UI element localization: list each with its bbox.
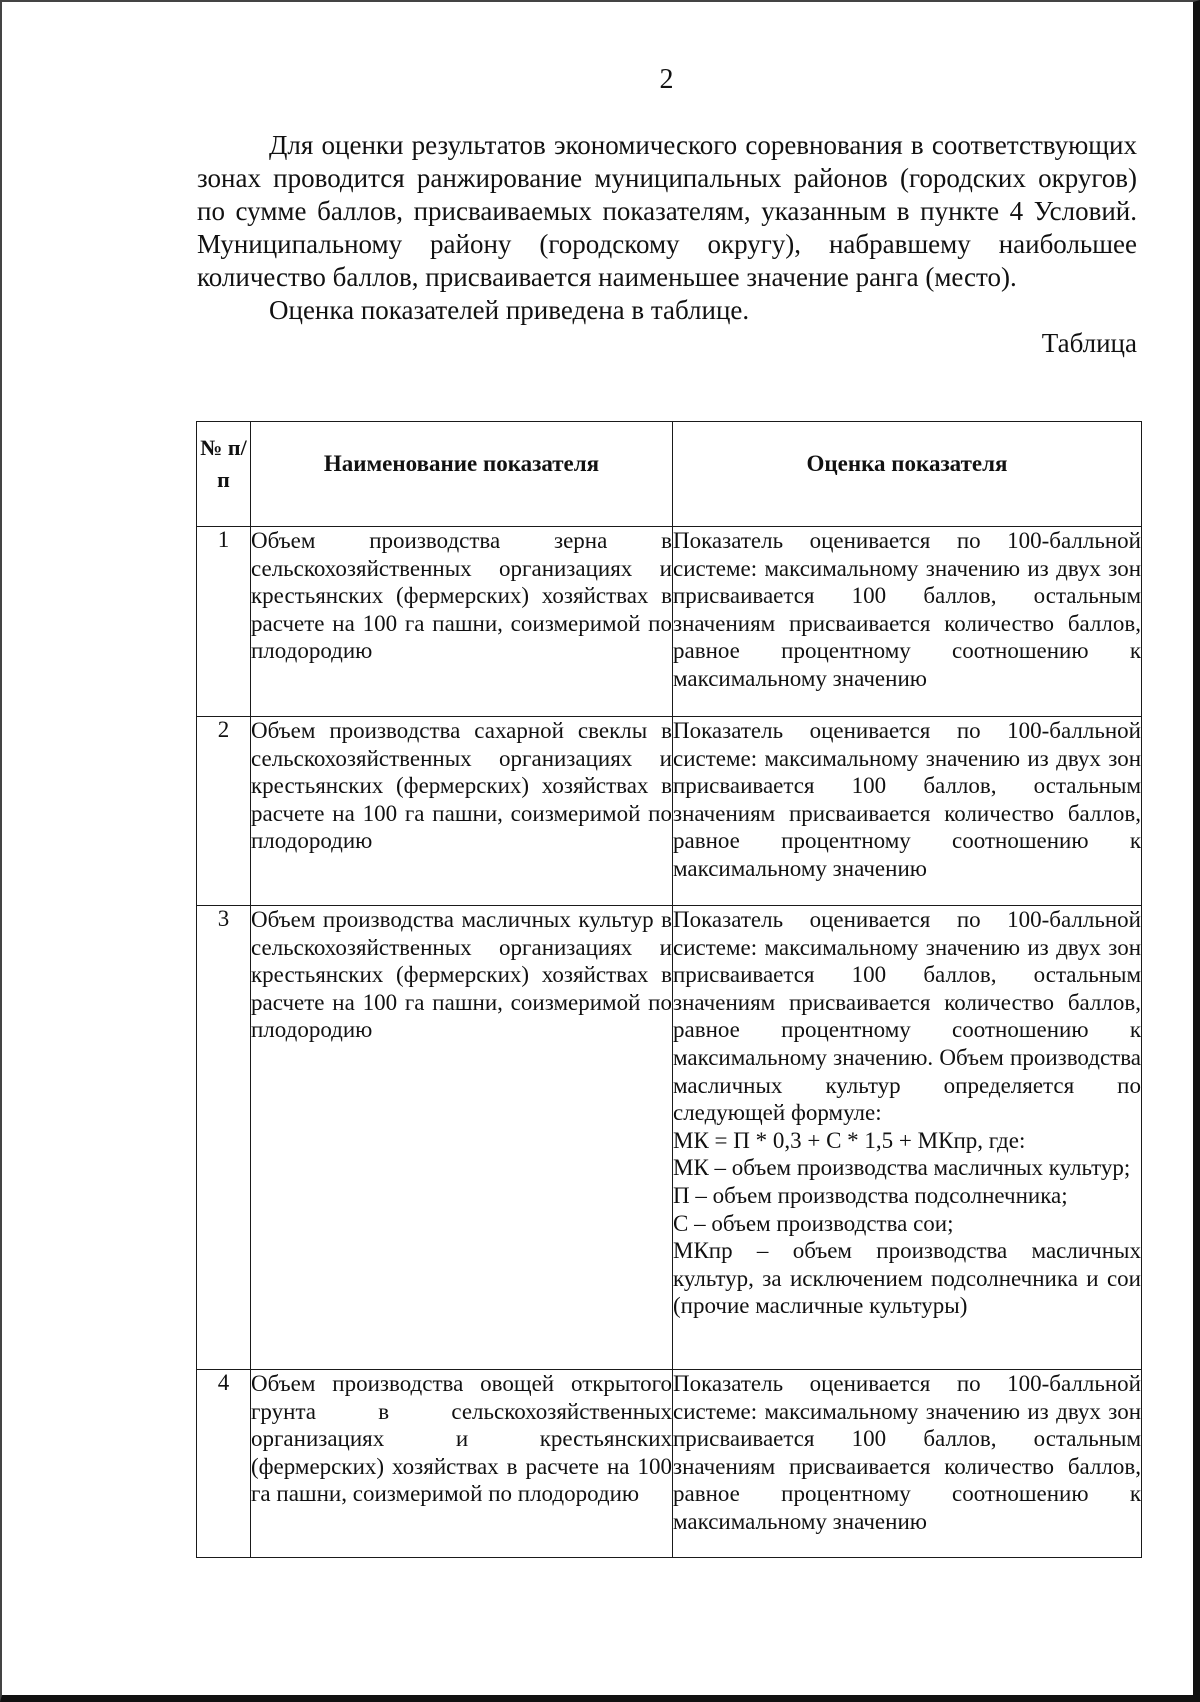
score-line: С – объем производства сои; [673, 1210, 954, 1236]
score-line: Показатель оценивается по 100-балльной системе: максимальному значению из двух зон присваивается 100 баллов, остальным значениям присваивается количество баллов, равное процентному соотношению к максимальному значению [673, 1371, 1141, 1534]
row-number: 4 [197, 1370, 251, 1558]
score-line: МК = П * 0,3 + С * 1,5 + МКпр, где: [673, 1127, 1026, 1153]
table-caption: Таблица [1041, 328, 1137, 358]
score-line: П – объем производства подсолнечника; [673, 1182, 1068, 1208]
indicator-name [251, 717, 673, 906]
table-row [197, 906, 1142, 1370]
score-line: МКпр – объем производства масличных культур, за исключением подсолнечника и сои (прочие масличные культуры) [673, 1238, 1141, 1319]
indicator-name-text: Объем производства сахарной свеклы в сельскохозяйственных организациях и крестьянских (фермерских) хозяйствах в расчете на 100 га пашни, соизмеримой по плодородию [251, 718, 672, 854]
page-number: 2 [659, 64, 674, 95]
row-number: 1 [197, 527, 251, 717]
indicator-score [673, 717, 1142, 906]
paragraph-table-intro: Оценка показателей приведена в таблице. [269, 295, 750, 325]
row-number: 2 [197, 717, 251, 906]
indicator-name [251, 906, 673, 1370]
indicator-score [673, 527, 1142, 717]
header-indicator-name: Наименование показателя [251, 422, 673, 527]
score-line: Показатель оценивается по 100-балльной системе: максимальному значению из двух зон присваивается 100 баллов, остальным значениям присваивается количество баллов, равное процентному соотношению к максимальному значению. Объем производства масличных культур определяется по следующей формуле: [673, 907, 1141, 1126]
score-line: Показатель оценивается по 100-балльной системе: максимальному значению из двух зон присваивается 100 баллов, остальным значениям присваивается количество баллов, равное процентному соотношению к максимальному значению [673, 528, 1141, 691]
indicator-name [251, 527, 673, 717]
indicator-score [673, 906, 1142, 1370]
indicator-score [673, 1370, 1142, 1558]
indicator-name-text: Объем производства масличных культур в сельскохозяйственных организациях и крестьянских (фермерских) хозяйствах в расчете на 100 га пашни, соизмеримой по плодородию [251, 907, 672, 1043]
table-row [197, 527, 1142, 717]
header-indicator-score: Оценка показателя [673, 422, 1142, 527]
score-line: Показатель оценивается по 100-балльной системе: максимальному значению из двух зон присваивается 100 баллов, остальным значениям присваивается количество баллов, равное процентному соотношению к максимальному значению [673, 718, 1141, 881]
row-number: 3 [197, 906, 251, 1370]
indicators-table [196, 421, 1142, 1558]
indicator-name [251, 1370, 673, 1558]
table-header-row [197, 422, 1142, 527]
paragraph-ranking: Для оценки результатов экономического соревнования в соответствующих зонах проводится ранжирование муниципальных районов (городских округов) по сумме баллов, присваиваемых показателям, указанным в пункте 4 Условий. Муниципальному району (городскому округу), набравшему наибольшее количество баллов, присваивается наименьшее значение ранга (место). [197, 130, 1137, 292]
indicator-name-text: Объем производства овощей открытого грунта в сельскохозяйственных организациях и крестьянских (фермерских) хозяйствах в расчете на 100 га пашни, соизмеримой по плодородию [251, 1371, 672, 1507]
indicator-name-text: Объем производства зерна в сельскохозяйственных организациях и крестьянских (фермерских) хозяйствах в расчете на 100 га пашни, соизмеримой по плодородию [251, 528, 672, 664]
score-line: МК – объем производства масличных культур; [673, 1155, 1131, 1181]
table-row [197, 717, 1142, 906]
table-row [197, 1370, 1142, 1558]
header-number: № п/п [197, 422, 251, 527]
body-text [197, 129, 1137, 360]
